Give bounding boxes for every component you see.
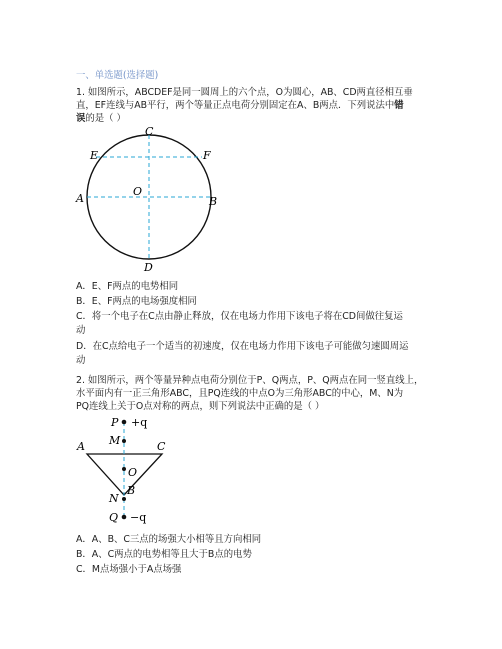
q1-stem-line1: 1. 如图所示，ABCDEF是同一圆周上的六个点，O为圆心，AB、CD两直径相互垂 [76, 87, 413, 98]
q1-label-b: B [209, 195, 218, 208]
q2-triangle-diagram [70, 414, 200, 526]
q1-option-d-cont: 动 [76, 355, 86, 366]
q2-option-c: C．M点场强小于A点场强 [76, 564, 182, 575]
q1-label-d: D [144, 261, 153, 274]
q1-stem-line3-text: 的是（ ） [85, 113, 126, 124]
q1-option-c-cont: 动 [76, 325, 86, 336]
q2-label-minus-q: −q [130, 511, 147, 524]
q2-label-n: N [109, 492, 119, 505]
q2-point-m [122, 439, 126, 443]
q2-label-plus-q: +q [131, 416, 148, 429]
q2-charge-p [122, 420, 127, 425]
q1-label-f: F [203, 149, 211, 162]
q1-label-o: O [133, 185, 143, 198]
q1-option-c: C．将一个电子在C点由静止释放，仅在电场力作用下该电子将在CD间做往复运 [76, 311, 403, 322]
q2-label-a: A [77, 440, 85, 453]
q2-charge-q [122, 515, 127, 520]
q2-stem-line2: 水平面内有一正三角形ABC，且PQ连线的中点O为三角形ABC的中心，M、N为 [76, 388, 404, 399]
q2-stem-line1: 2. 如图所示，两个等量异种点电荷分别位于P、Q两点，P、Q两点在同一竖直线上， [76, 375, 424, 386]
q1-option-d: D．在C点给电子一个适当的初速度，仅在电场力作用下该电子可能做匀速圆周运 [76, 341, 409, 352]
q1-option-a: A．E、F两点的电势相同 [76, 281, 179, 292]
q1-label-a: A [76, 192, 84, 205]
q2-label-o: O [128, 466, 138, 479]
q1-emphasis-2: 误 [76, 113, 86, 124]
section-title: 一、单选题(选择题) [76, 70, 159, 81]
q1-circle-diagram [70, 124, 250, 274]
q2-label-b: B [127, 484, 136, 497]
q2-option-b: B．A、C两点的电势相等且大于B点的电势 [76, 549, 252, 560]
q1-stem-line2 [76, 100, 404, 112]
q2-label-p: P [111, 416, 119, 429]
q2-label-m: M [109, 434, 121, 447]
q1-option-b: B．E、F两点的电场强度相同 [76, 296, 197, 307]
q2-point-n [122, 497, 126, 501]
q2-label-q: Q [109, 511, 119, 524]
q2-option-a: A．A、B、C三点的场强大小相等且方向相同 [76, 534, 262, 545]
q2-label-c: C [157, 440, 166, 453]
q1-emphasis-1: 错 [394, 100, 404, 111]
q1-stem-line2-text: 直，EF连线与AB平行，两个等量正点电荷分别固定在A、B两点．下列说法中 [76, 100, 395, 111]
q2-stem-line3: PQ连线上关于O点对称的两点，则下列说法中正确的是（ ） [76, 401, 325, 412]
q1-label-e: E [90, 149, 99, 162]
q1-label-c: C [145, 125, 154, 138]
q2-point-o [122, 467, 126, 471]
